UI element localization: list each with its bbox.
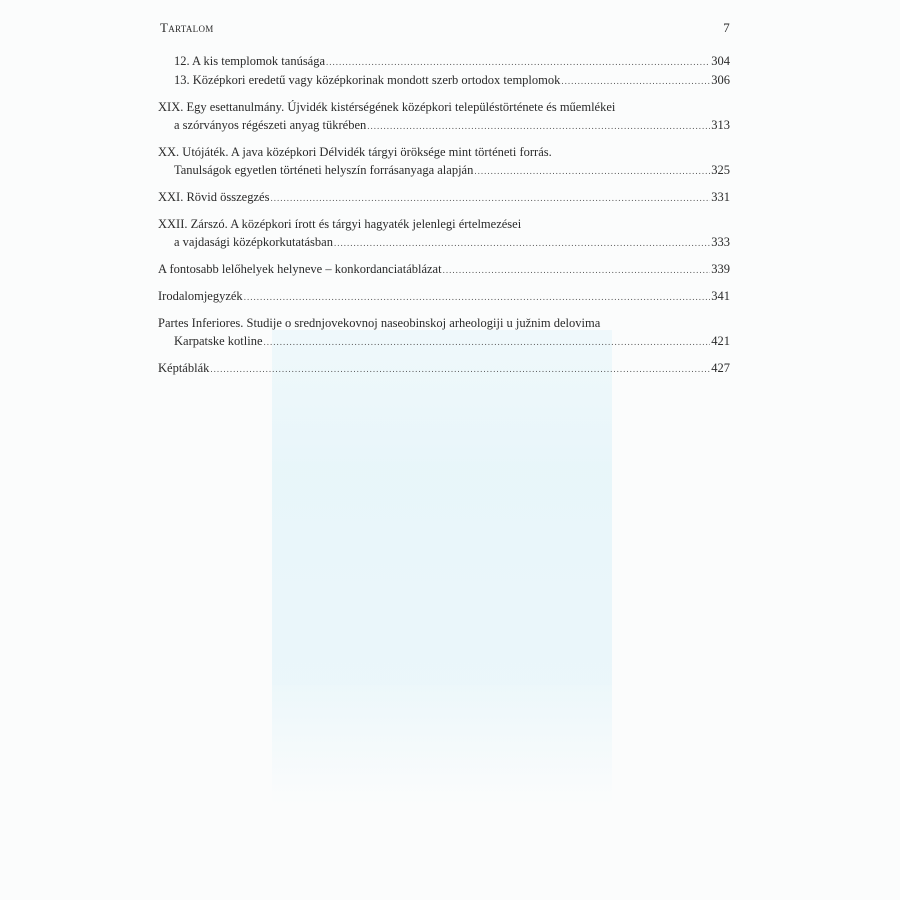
running-title: Tartalom: [160, 20, 214, 35]
toc-entry[interactable]: [158, 314, 730, 351]
toc-entry-title-continued: a szórványos régészeti anyag tükrében: [174, 118, 367, 132]
dot-leader: [367, 117, 710, 135]
background-watermark-image: [272, 330, 612, 685]
toc-entry-page: 333: [711, 235, 730, 249]
toc-entry-page: 427: [711, 361, 730, 375]
toc-entry-title: XX. Utójáték. A java középkori Délvidék tárgyi öröksége mint történeti forrás.: [158, 145, 552, 159]
toc-entry-title-continued: Tanulságok egyetlen történeti helyszín forrásanyaga alapján: [174, 163, 474, 177]
toc-entry-title: XIX. Egy esettanulmány. Újvidék kistérségének középkori településtörténete és műemlékei: [158, 100, 616, 114]
toc-entry-page: 339: [711, 262, 730, 276]
toc-entry[interactable]: [158, 71, 730, 90]
toc-entry-page: 325: [711, 163, 730, 177]
dot-leader: [561, 72, 710, 90]
toc-entry-title: A fontosabb lelőhelyek helyneve – konkordanciatáblázat: [158, 262, 442, 276]
background-watermark-fade: [272, 685, 612, 805]
toc-entry-page: 341: [711, 289, 730, 303]
toc-entry-page: 306: [711, 73, 730, 87]
toc-entry-title: Partes Inferiores. Studije o srednjovekovnoj naseobinskoj arheologiji u južnim delovima: [158, 316, 601, 330]
toc-entry-page: 421: [711, 334, 730, 348]
dot-leader: [270, 189, 710, 207]
toc-entry[interactable]: [158, 359, 730, 378]
dot-leader: [326, 53, 710, 71]
toc-entry-title: XXII. Zárszó. A középkori írott és tárgyi hagyaték jelenlegi értelmezései: [158, 217, 522, 231]
page-number: 7: [723, 20, 730, 35]
toc-entry[interactable]: [158, 287, 730, 306]
dot-leader: [264, 333, 711, 351]
toc-entry-page: 331: [711, 190, 730, 204]
toc-entry-title-continued: Karpatske kotline: [174, 334, 263, 348]
toc-entry[interactable]: [158, 215, 730, 252]
dot-leader: [474, 162, 710, 180]
table-of-contents: [158, 52, 730, 378]
toc-entry-title-continued: a vajdasági középkorkutatásban: [174, 235, 333, 249]
dot-leader: [244, 288, 711, 306]
toc-entry-title: 12. A kis templomok tanúsága: [174, 54, 326, 68]
page-header: [160, 20, 730, 40]
toc-entry-page: 313: [711, 118, 730, 132]
dot-leader: [210, 360, 710, 378]
toc-entry[interactable]: [158, 260, 730, 279]
toc-entry[interactable]: [158, 52, 730, 71]
toc-entry[interactable]: [158, 143, 730, 180]
toc-entry-title: Irodalomjegyzék: [158, 289, 243, 303]
toc-entry-title: 13. Középkori eredetű vagy középkorinak mondott szerb ortodox templomok: [174, 73, 561, 87]
toc-entry-title: Képtáblák: [158, 361, 210, 375]
toc-entry[interactable]: [158, 188, 730, 207]
dot-leader: [443, 261, 711, 279]
toc-entry-title: XXI. Rövid összegzés: [158, 190, 270, 204]
toc-entry-page: 304: [711, 54, 730, 68]
toc-entry[interactable]: [158, 98, 730, 135]
dot-leader: [334, 234, 710, 252]
